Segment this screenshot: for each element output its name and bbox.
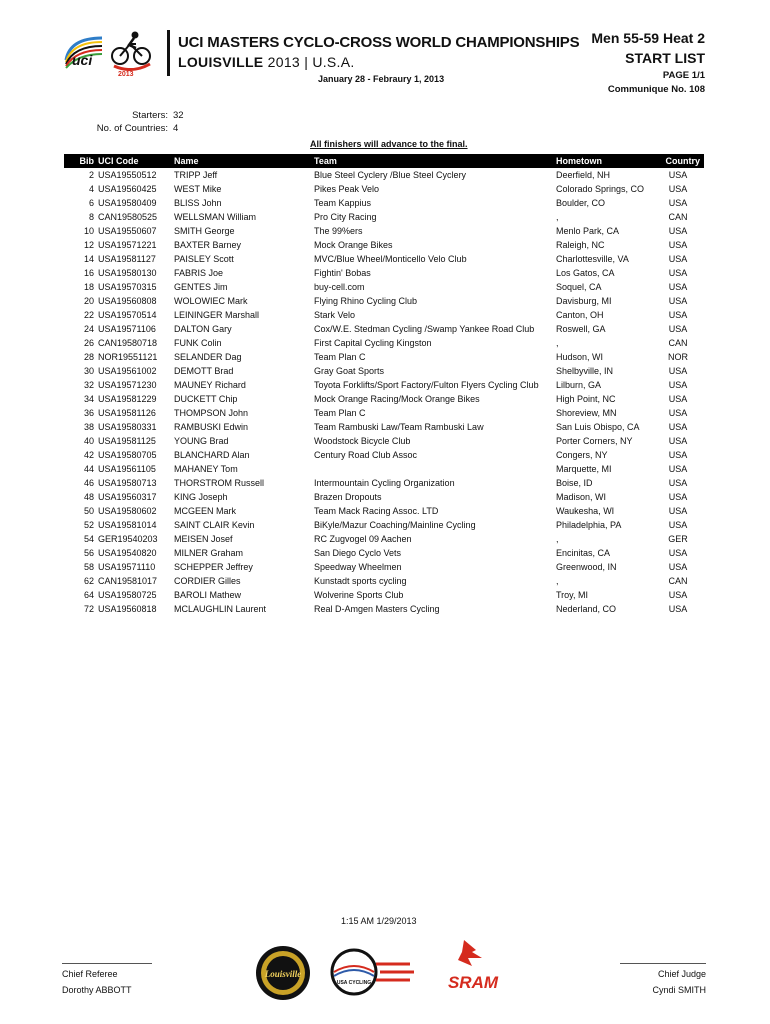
cell-bib: 14 [83, 254, 94, 264]
cell-uci-code: USA19581229 [98, 394, 157, 404]
cell-rider-name: BLISS John [174, 198, 222, 208]
cell-rider-name: YOUNG Brad [174, 436, 229, 446]
table-row [64, 518, 704, 532]
cell-team: BiKyle/Mazur Coaching/Mainline Cycling [314, 520, 476, 530]
usa-cycling-sponsor-logo-icon [330, 946, 414, 998]
louisville-sponsor-logo-icon [254, 944, 312, 1002]
cell-hometown: Hudson, WI [556, 352, 604, 362]
header-hometown: Hometown [556, 156, 602, 166]
cell-team: First Capital Cycling Kingston [314, 338, 432, 348]
cell-hometown: Canton, OH [556, 310, 604, 320]
cell-uci-code: GER19540203 [98, 534, 158, 544]
championship-city: LOUISVILLE [178, 54, 264, 70]
cell-team: Century Road Club Assoc [314, 450, 418, 460]
cell-team: Kunstadt sports cycling [314, 576, 407, 586]
cell-bib: 26 [83, 338, 94, 348]
cell-rider-name: FABRIS Joe [174, 268, 224, 278]
cell-bib: 52 [83, 520, 94, 530]
countries-value: 4 [173, 123, 179, 134]
cell-rider-name: MCGEEN Mark [174, 506, 237, 516]
cell-bib: 2 [88, 170, 94, 180]
cell-rider-name: TRIPP Jeff [174, 170, 218, 180]
table-body [64, 168, 704, 616]
table-row [64, 280, 704, 294]
cell-team: Mock Orange Racing/Mock Orange Bikes [314, 394, 480, 404]
louisville-logo-text: Louisville [264, 969, 302, 979]
table-row [64, 462, 704, 476]
cell-bib: 40 [83, 436, 94, 446]
cell-country: USA [668, 310, 688, 320]
cell-hometown: , [556, 576, 559, 586]
cell-hometown: , [556, 338, 559, 348]
chief-judge-title: Chief Judge [657, 969, 706, 979]
table-row [64, 364, 704, 378]
cell-uci-code: USA19580705 [98, 450, 157, 460]
cell-hometown: Encinitas, CA [556, 548, 611, 558]
cell-team: San Diego Cyclo Vets [314, 548, 402, 558]
cell-bib: 30 [83, 366, 94, 376]
cell-country: CAN [668, 338, 688, 348]
cell-team: Pikes Peak Velo [314, 184, 380, 194]
cell-uci-code: USA19571230 [98, 380, 157, 390]
cell-country: USA [668, 436, 688, 446]
cell-bib: 22 [83, 310, 94, 320]
cell-bib: 12 [83, 240, 94, 250]
table-row [64, 560, 704, 574]
cell-hometown: Porter Corners, NY [556, 436, 633, 446]
cell-uci-code: USA19580602 [98, 506, 157, 516]
table-row [64, 476, 704, 490]
cell-rider-name: SAINT CLAIR Kevin [174, 520, 255, 530]
cell-team: MVC/Blue Wheel/Monticello Velo Club [314, 254, 467, 264]
cell-uci-code: CAN19580525 [98, 212, 158, 222]
cell-uci-code: USA19570315 [98, 282, 157, 292]
cell-hometown: Colorado Springs, CO [556, 184, 645, 194]
cell-team: Stark Velo [314, 310, 356, 320]
cell-uci-code: USA19571106 [98, 324, 156, 334]
cell-rider-name: SELANDER Dag [174, 352, 242, 362]
table-header-row [64, 154, 704, 168]
cell-hometown: Greenwood, IN [556, 562, 617, 572]
cell-team: Flying Rhino Cycling Club [314, 296, 418, 306]
cell-hometown: Roswell, GA [556, 324, 606, 334]
table-row [64, 224, 704, 238]
cell-country: GER [668, 534, 688, 544]
cell-rider-name: MEISEN Josef [174, 534, 233, 544]
cell-hometown: Boulder, CO [556, 198, 606, 208]
cell-team: Mock Orange Bikes [314, 240, 393, 250]
cell-bib: 32 [83, 380, 94, 390]
cell-bib: 6 [88, 198, 94, 208]
cell-rider-name: BLANCHARD Alan [174, 450, 250, 460]
chief-judge-name: Cyndi SMITH [652, 985, 706, 995]
cell-hometown: Shoreview, MN [556, 408, 617, 418]
cell-country: USA [668, 590, 688, 600]
cell-uci-code: USA19571221 [98, 240, 157, 250]
starters-label: Starters: [132, 110, 168, 121]
cell-rider-name: WOLOWIEC Mark [174, 296, 248, 306]
start-list-table [64, 154, 704, 616]
header-bib: Bib [79, 156, 94, 166]
cell-hometown: , [556, 534, 559, 544]
cell-rider-name: WELLSMAN William [174, 212, 257, 222]
cell-uci-code: USA19560808 [98, 296, 157, 306]
cell-team: Cox/W.E. Stedman Cycling /Swamp Yankee Road Club [314, 324, 535, 334]
referee-signature-line [62, 963, 152, 964]
cell-team: Team Plan C [314, 408, 366, 418]
cell-bib: 10 [83, 226, 94, 236]
cell-bib: 54 [83, 534, 94, 544]
usa-cycling-logo-text: USA CYCLING [336, 980, 372, 986]
cell-country: USA [668, 562, 688, 572]
cell-bib: 36 [83, 408, 94, 418]
cell-country: CAN [668, 212, 688, 222]
table-row [64, 210, 704, 224]
cell-bib: 56 [83, 548, 94, 558]
cell-uci-code: USA19561105 [98, 464, 156, 474]
table-row [64, 434, 704, 448]
cell-rider-name: DUCKETT Chip [174, 394, 238, 404]
cell-hometown: Troy, MI [556, 590, 588, 600]
cell-team: RC Zugvogel 09 Aachen [314, 534, 412, 544]
cell-hometown: Soquel, CA [556, 282, 602, 292]
cell-rider-name: CORDIER Gilles [174, 576, 241, 586]
cyclist-logo-icon [108, 26, 156, 78]
chief-referee-title: Chief Referee [62, 969, 118, 979]
cell-hometown: Lilburn, GA [556, 380, 602, 390]
table-row [64, 182, 704, 196]
cell-hometown: Los Gatos, CA [556, 268, 615, 278]
cell-team: buy-cell.com [314, 282, 365, 292]
cell-rider-name: DALTON Gary [174, 324, 232, 334]
uci-logo-icon [62, 32, 106, 72]
event-title: Men 55-59 Heat 2 [591, 30, 705, 46]
table-row [64, 336, 704, 350]
cell-team: Team Plan C [314, 352, 366, 362]
cell-bib: 28 [83, 352, 94, 362]
cell-team: Gray Goat Sports [314, 366, 385, 376]
cell-rider-name: MAHANEY Tom [174, 464, 238, 474]
cell-country: USA [668, 170, 688, 180]
cell-uci-code: USA19581014 [98, 520, 157, 530]
chief-referee-name: Dorothy ABBOTT [62, 985, 132, 995]
table-row [64, 322, 704, 336]
cell-uci-code: USA19560317 [98, 492, 157, 502]
cell-uci-code: USA19561002 [98, 366, 157, 376]
table-row [64, 350, 704, 364]
cell-team: Woodstock Bicycle Club [314, 436, 411, 446]
page-number: PAGE 1/1 [662, 70, 705, 81]
cell-rider-name: THOMPSON John [174, 408, 249, 418]
cell-country: USA [668, 492, 688, 502]
header-name: Name [174, 156, 199, 166]
cell-country: USA [668, 282, 688, 292]
cell-hometown: Davisburg, MI [556, 296, 612, 306]
cell-country: USA [668, 184, 688, 194]
cell-uci-code: USA19550607 [98, 226, 157, 236]
cell-rider-name: MILNER Graham [174, 548, 244, 558]
cell-country: NOR [668, 352, 688, 362]
header-team: Team [314, 156, 337, 166]
cell-hometown: Deerfield, NH [556, 170, 611, 180]
cell-team: Wolverine Sports Club [314, 590, 404, 600]
header-uci-code: UCI Code [98, 156, 139, 166]
cell-hometown: Boise, ID [556, 478, 593, 488]
judge-signature-line [620, 963, 706, 964]
cell-hometown: Philadelphia, PA [556, 520, 622, 530]
cell-uci-code: USA19550512 [98, 170, 157, 180]
cell-hometown: Madison, WI [556, 492, 607, 502]
cell-country: USA [668, 464, 688, 474]
cell-country: CAN [668, 576, 688, 586]
table-row [64, 196, 704, 210]
table-row [64, 168, 704, 182]
cell-uci-code: USA19580130 [98, 268, 157, 278]
cell-uci-code: NOR19551121 [98, 352, 158, 362]
table-row [64, 308, 704, 322]
cell-country: USA [668, 240, 688, 250]
sram-logo-text: SRAM [447, 973, 499, 992]
championship-location [178, 54, 355, 70]
date-range: January 28 - Febraury 1, 2013 [318, 74, 445, 84]
cell-rider-name: FUNK Colin [174, 338, 222, 348]
cell-country: USA [668, 226, 688, 236]
cell-country: USA [668, 394, 688, 404]
cell-uci-code: USA19580713 [98, 478, 157, 488]
cell-team: Speedway Wheelmen [314, 562, 402, 572]
cell-bib: 48 [83, 492, 94, 502]
cell-rider-name: BAROLI Mathew [174, 590, 242, 600]
cell-uci-code: USA19581127 [98, 254, 156, 264]
logo-year: 2013 [118, 71, 134, 78]
cell-uci-code: USA19580409 [98, 198, 157, 208]
cell-uci-code: USA19570514 [98, 310, 157, 320]
cell-team: Brazen Dropouts [314, 492, 382, 502]
cell-uci-code: USA19580725 [98, 590, 157, 600]
cell-team: Intermountain Cycling Organization [314, 478, 455, 488]
table-row [64, 532, 704, 546]
table-row [64, 392, 704, 406]
cell-country: USA [668, 366, 688, 376]
cell-bib: 44 [83, 464, 94, 474]
communique-number: Communique No. 108 [607, 84, 705, 95]
championship-title: UCI MASTERS CYCLO-CROSS WORLD CHAMPIONSHIPS [178, 34, 580, 51]
cell-uci-code: USA19581126 [98, 408, 156, 418]
table-row [64, 504, 704, 518]
cell-hometown: High Point, NC [556, 394, 616, 404]
cell-team: Fightin' Bobas [314, 268, 371, 278]
cell-uci-code: USA19580331 [98, 422, 157, 432]
cell-bib: 34 [83, 394, 94, 404]
sram-sponsor-logo-icon [428, 936, 518, 996]
cell-rider-name: PAISLEY Scott [174, 254, 234, 264]
cell-rider-name: RAMBUSKI Edwin [174, 422, 249, 432]
table-row [64, 252, 704, 266]
cell-hometown: Marquette, MI [556, 464, 612, 474]
cell-country: USA [668, 268, 688, 278]
cell-country: USA [668, 296, 688, 306]
cell-bib: 50 [83, 506, 94, 516]
cell-team: Team Mack Racing Assoc. LTD [314, 506, 439, 516]
table-row [64, 238, 704, 252]
cell-country: USA [668, 408, 688, 418]
cell-hometown: Nederland, CO [556, 604, 617, 614]
cell-hometown: San Luis Obispo, CA [556, 422, 640, 432]
table-row [64, 406, 704, 420]
cell-team: Blue Steel Cyclery /Blue Steel Cyclery [314, 170, 467, 180]
cell-country: USA [668, 422, 688, 432]
cell-bib: 46 [83, 478, 94, 488]
cell-hometown: Menlo Park, CA [556, 226, 620, 236]
cell-uci-code: CAN19580718 [98, 338, 158, 348]
cell-bib: 64 [83, 590, 94, 600]
cell-bib: 72 [83, 604, 94, 614]
cell-bib: 8 [88, 212, 94, 222]
cell-bib: 4 [88, 184, 94, 194]
header-country: Country [665, 156, 700, 166]
cell-country: USA [668, 506, 688, 516]
countries-label: No. of Countries: [96, 123, 168, 134]
cell-bib: 62 [83, 576, 94, 586]
cell-team: Team Kappius [314, 198, 372, 208]
cell-hometown: Shelbyville, IN [556, 366, 614, 376]
cell-bib: 20 [83, 296, 94, 306]
cell-hometown: Raleigh, NC [556, 240, 605, 250]
cell-team: Real D-Amgen Masters Cycling [314, 604, 440, 614]
print-timestamp: 1:15 AM 1/29/2013 [341, 916, 417, 926]
cell-uci-code: USA19560425 [98, 184, 157, 194]
championship-logo-block [62, 24, 580, 80]
cell-hometown: Congers, NY [556, 450, 608, 460]
cell-team: Toyota Forklifts/Sport Factory/Fulton Flyers Cycling Club [314, 380, 539, 390]
cell-team: Pro City Racing [314, 212, 377, 222]
cell-country: USA [668, 604, 688, 614]
cell-country: USA [668, 254, 688, 264]
table-row [64, 490, 704, 504]
cell-bib: 16 [83, 268, 94, 278]
cell-country: USA [668, 478, 688, 488]
table-row [64, 420, 704, 434]
cell-rider-name: SMITH George [174, 226, 235, 236]
cell-rider-name: WEST Mike [174, 184, 222, 194]
cell-uci-code: USA19571110 [98, 562, 156, 572]
cell-uci-code: USA19560818 [98, 604, 157, 614]
cell-hometown: , [556, 212, 559, 222]
logo-divider [167, 30, 170, 76]
cell-team: Team Rambuski Law/Team Rambuski Law [314, 422, 484, 432]
advance-note: All finishers will advance to the final. [310, 139, 468, 149]
cell-uci-code: USA19581125 [98, 436, 156, 446]
table-row [64, 588, 704, 602]
cell-country: USA [668, 324, 688, 334]
cell-team: The 99%ers [314, 226, 363, 236]
cell-uci-code: USA19540820 [98, 548, 157, 558]
table-row [64, 546, 704, 560]
cell-bib: 24 [83, 324, 94, 334]
cell-bib: 38 [83, 422, 94, 432]
cell-rider-name: DEMOTT Brad [174, 366, 234, 376]
cell-rider-name: SCHEPPER Jeffrey [174, 562, 253, 572]
cell-rider-name: GENTES Jim [174, 282, 228, 292]
cell-country: USA [668, 380, 688, 390]
table-row [64, 448, 704, 462]
cell-hometown: Charlottesville, VA [556, 254, 629, 264]
cell-bib: 42 [83, 450, 94, 460]
table-row [64, 378, 704, 392]
table-row [64, 266, 704, 280]
cell-rider-name: MCLAUGHLIN Laurent [174, 604, 267, 614]
starters-value: 32 [173, 110, 184, 121]
uci-logo-text: uci [72, 52, 93, 68]
cell-country: USA [668, 548, 688, 558]
championship-year-place: 2013 | U.S.A. [267, 54, 355, 70]
table-row [64, 602, 704, 616]
cell-hometown: Waukesha, WI [556, 506, 615, 516]
table-row [64, 574, 704, 588]
document-type: START LIST [625, 50, 705, 66]
cell-rider-name: LEININGER Marshall [174, 310, 260, 320]
cell-rider-name: THORSTROM Russell [174, 478, 265, 488]
cell-rider-name: BAXTER Barney [174, 240, 242, 250]
cell-country: USA [668, 450, 688, 460]
cell-country: USA [668, 198, 688, 208]
cell-rider-name: MAUNEY Richard [174, 380, 246, 390]
cell-country: USA [668, 520, 688, 530]
cell-bib: 58 [83, 562, 94, 572]
cell-bib: 18 [83, 282, 94, 292]
table-row [64, 294, 704, 308]
cell-rider-name: KING Joseph [174, 492, 228, 502]
cell-uci-code: CAN19581017 [98, 576, 158, 586]
